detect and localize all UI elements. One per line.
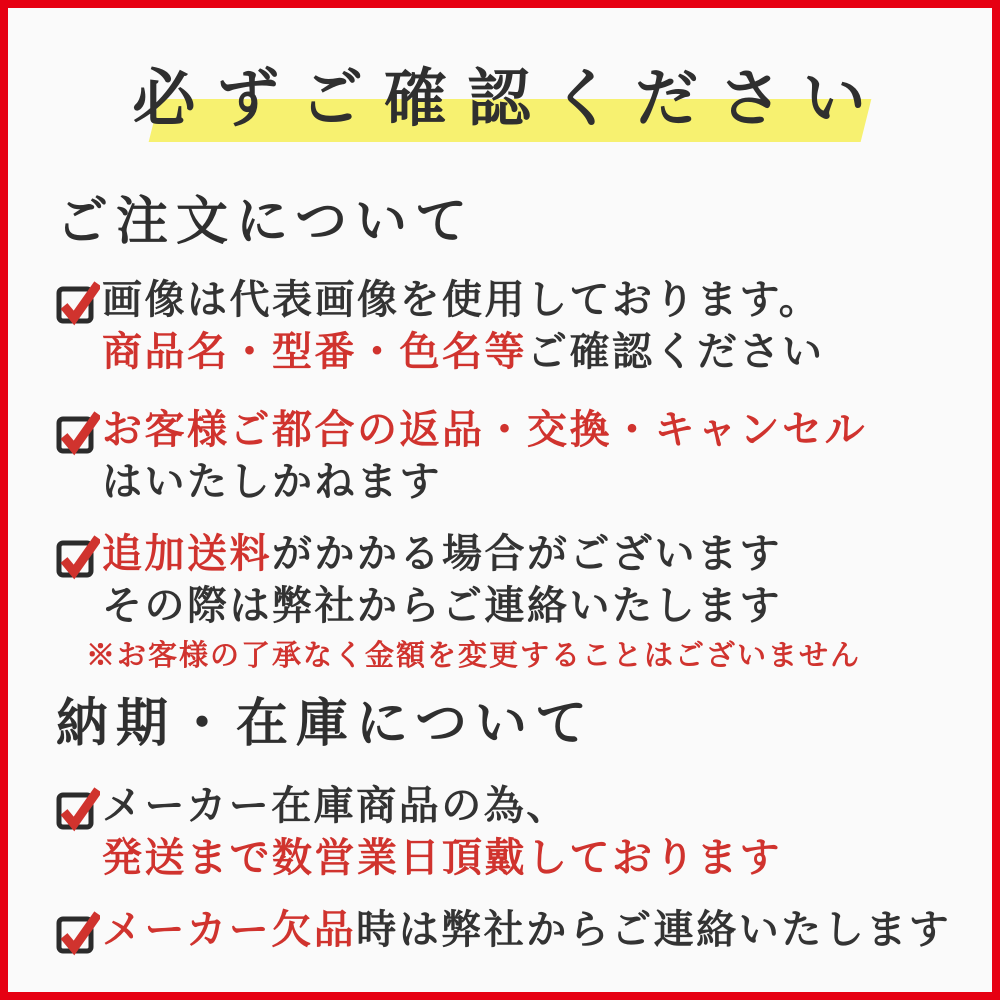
checked-checkbox-icon bbox=[56, 406, 100, 456]
item-line bbox=[102, 832, 782, 884]
list-item bbox=[56, 904, 952, 956]
list-item bbox=[56, 404, 944, 508]
text-segment: 時は弊社からご連絡いたします bbox=[356, 906, 952, 953]
page-title: 必ずご確認ください bbox=[132, 61, 887, 135]
notice-content bbox=[8, 192, 992, 956]
item-text bbox=[102, 780, 782, 884]
text-segment: ご確認ください bbox=[527, 328, 825, 375]
list-item bbox=[56, 528, 944, 678]
text-segment: 画像は代表画像を使用しております。 bbox=[102, 276, 822, 323]
text-segment: その際は弊社からご連絡いたします bbox=[102, 582, 782, 629]
checked-checkbox-icon bbox=[56, 782, 100, 832]
item-line bbox=[102, 904, 951, 956]
item-text bbox=[102, 904, 951, 956]
checked-checkbox-icon bbox=[56, 906, 100, 956]
text-segment: お客様ご都合の返品・交換・キャンセル bbox=[102, 406, 867, 453]
item-line bbox=[102, 326, 825, 378]
item-line bbox=[102, 404, 867, 456]
text-segment: はいたしかねます bbox=[102, 458, 442, 505]
section-heading-delivery-stock: 納期・在庫について bbox=[56, 693, 595, 754]
text-segment: 発送まで数営業日頂戴しております bbox=[102, 834, 782, 881]
item-footnote bbox=[86, 632, 861, 678]
item-line bbox=[102, 456, 867, 508]
text-segment: 追加送料 bbox=[102, 530, 272, 577]
text-segment: がかかる場合がございます bbox=[272, 530, 782, 577]
checked-checkbox-icon bbox=[56, 530, 100, 580]
text-segment: ※お客様の了承なく金額を変更することはございません bbox=[86, 638, 862, 672]
item-line bbox=[102, 528, 861, 580]
item-text bbox=[86, 528, 862, 678]
item-line bbox=[102, 274, 825, 326]
text-segment: 商品名・型番・色名等 bbox=[102, 328, 527, 375]
section-heading-order: ご注文について bbox=[56, 191, 475, 252]
item-text bbox=[102, 404, 867, 508]
text-segment: メーカー欠品 bbox=[102, 906, 357, 953]
list-item bbox=[56, 274, 944, 378]
item-text bbox=[102, 274, 825, 378]
item-line bbox=[102, 580, 861, 632]
list-item bbox=[56, 780, 944, 884]
checked-checkbox-icon bbox=[56, 276, 100, 326]
title-banner bbox=[8, 48, 992, 148]
text-segment: メーカー在庫商品の為、 bbox=[102, 782, 569, 829]
item-line bbox=[102, 780, 782, 832]
